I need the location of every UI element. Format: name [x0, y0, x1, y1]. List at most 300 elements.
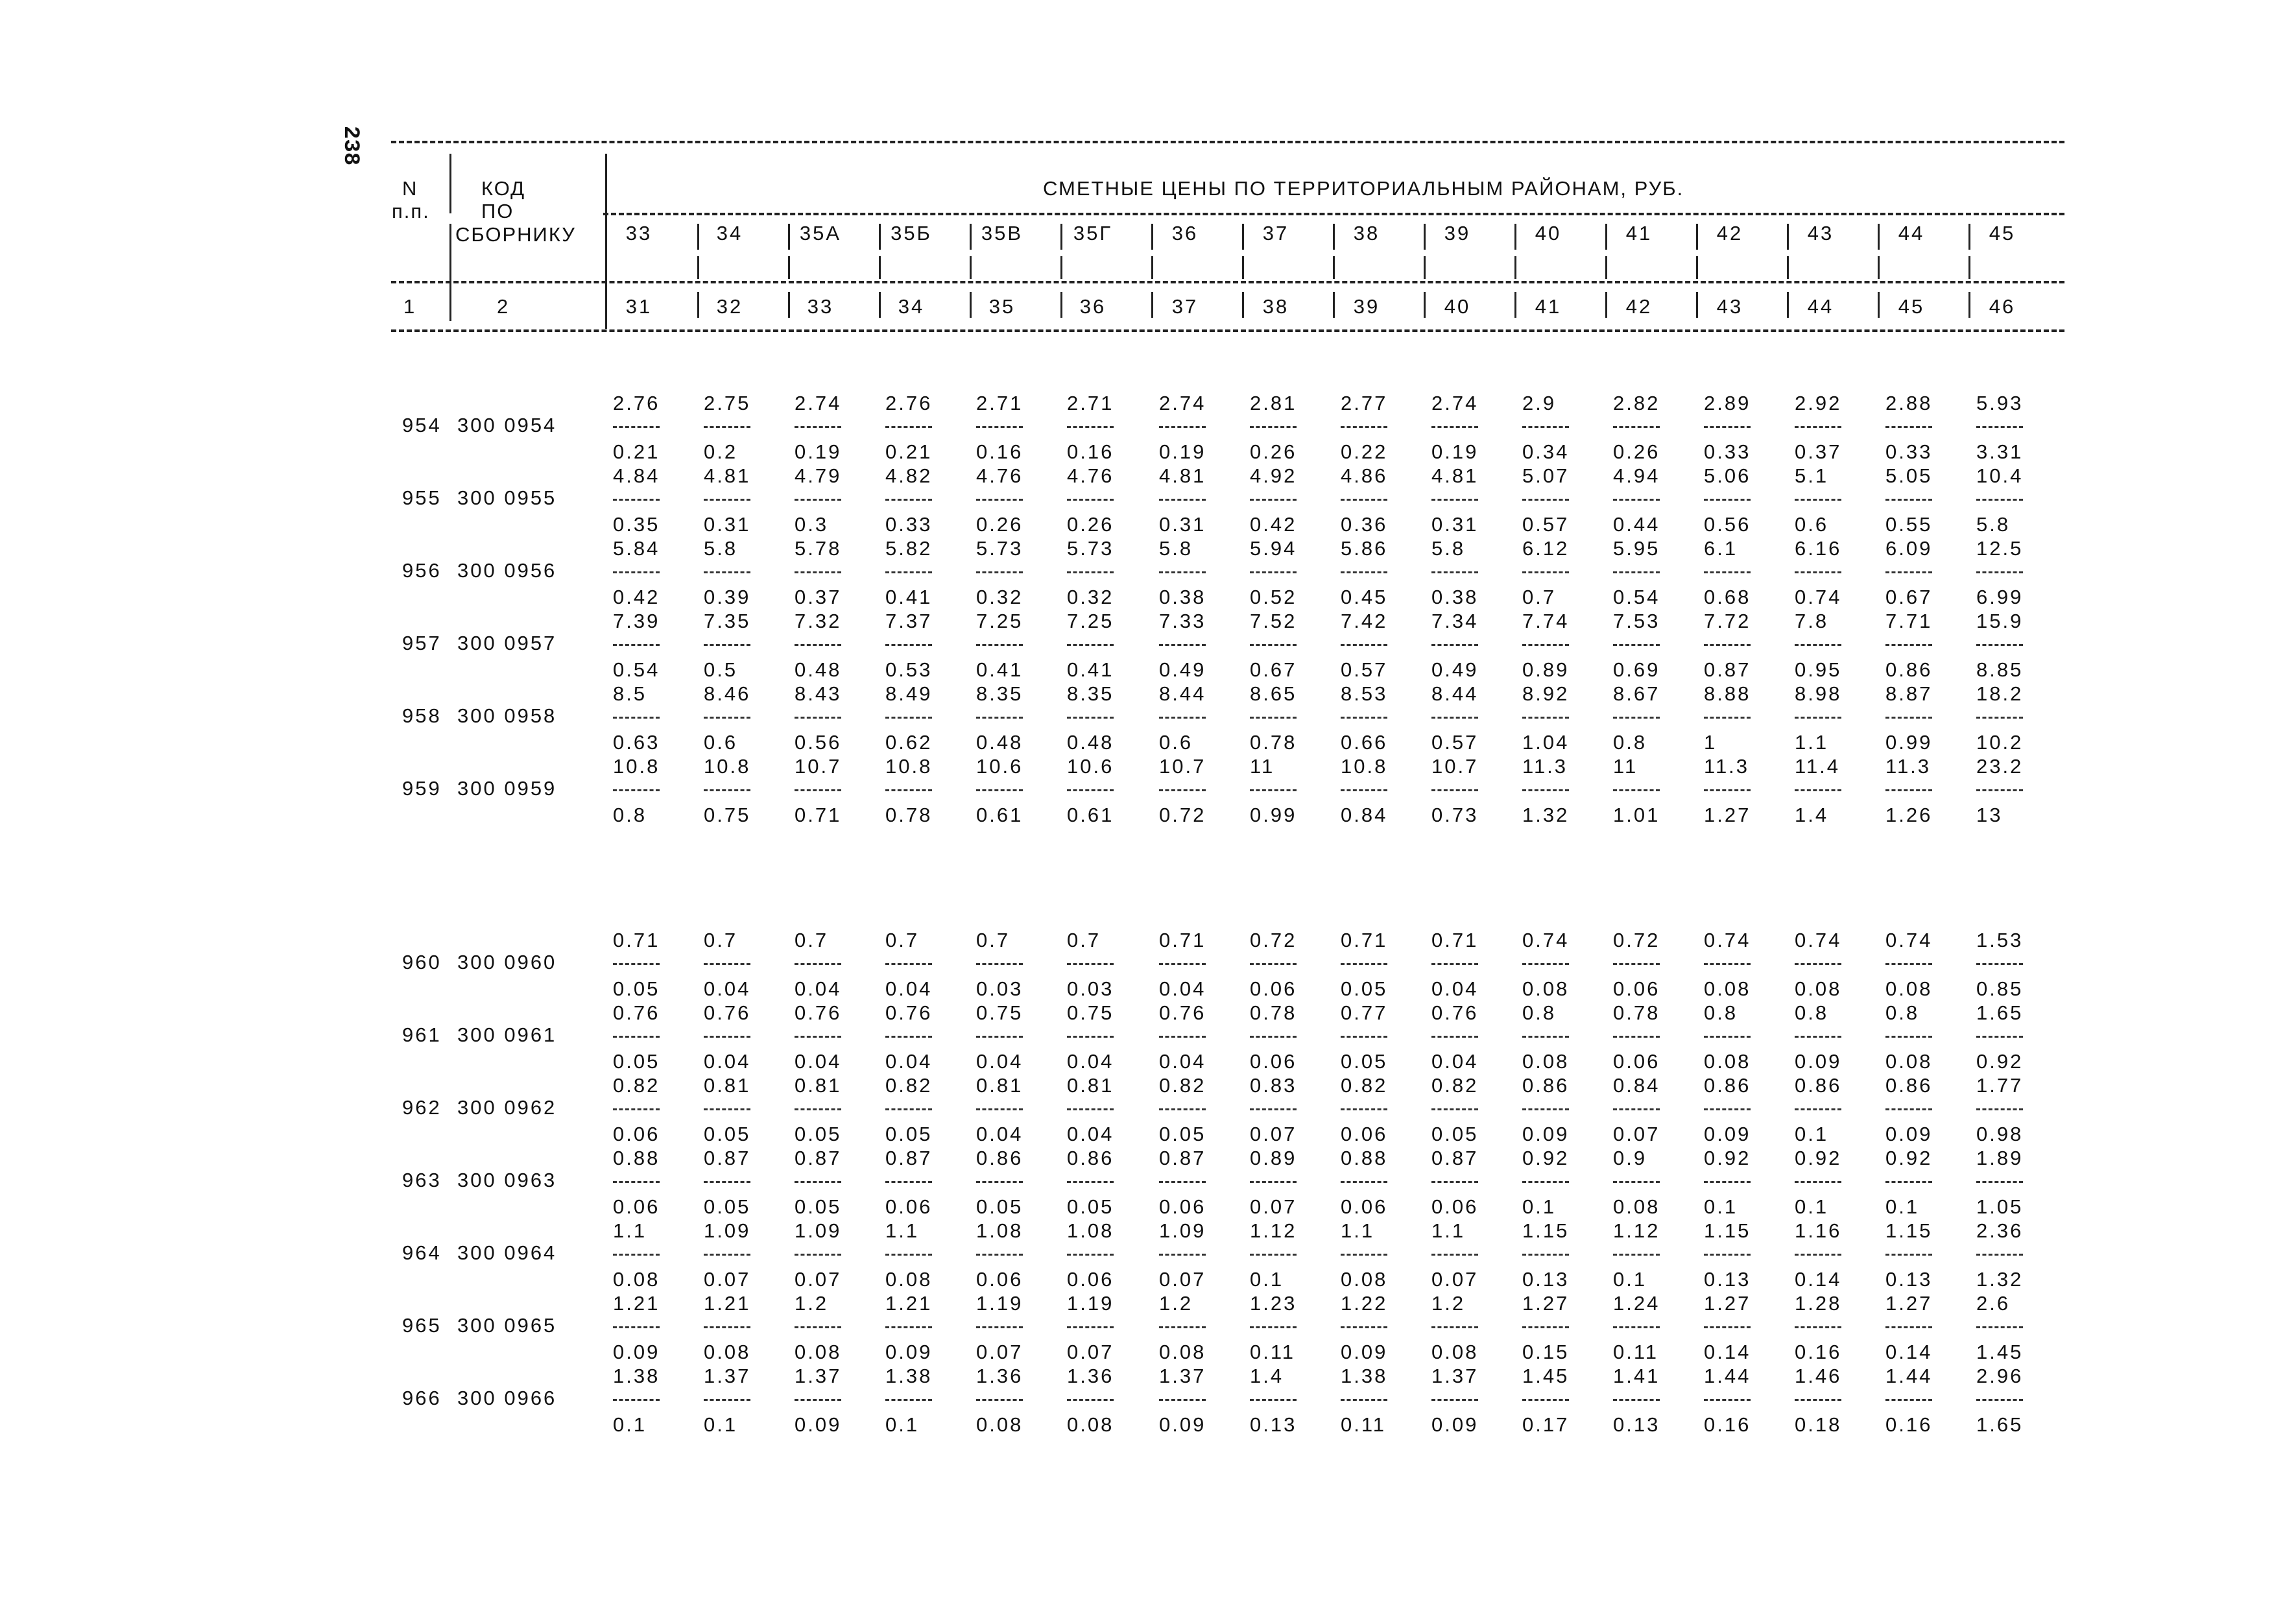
index-value: 0.42: [613, 586, 660, 608]
row-code: 300 0955: [457, 486, 557, 509]
index-value: 0.06: [1067, 1268, 1114, 1291]
price-value: 1.65: [1976, 1001, 2024, 1024]
index-value: 0.71: [795, 804, 842, 826]
fraction-line: [1976, 644, 2023, 646]
index-value: 0.99: [1250, 804, 1297, 826]
index-value: 0.1: [1795, 1195, 1829, 1218]
price-value: 2.74: [795, 392, 842, 414]
index-value: 0.54: [613, 658, 660, 681]
fraction-line: [1976, 1036, 2023, 1038]
index-value: 0.37: [795, 586, 842, 608]
index-value: 1.27: [1704, 804, 1751, 826]
fraction-line: [1976, 571, 2023, 573]
index-value: 0.57: [1522, 513, 1570, 536]
price-value: 1.09: [795, 1219, 842, 1242]
price-value: 0.75: [976, 1001, 1023, 1024]
index-value: 0.13: [1704, 1268, 1751, 1291]
fraction-line: [1976, 499, 2023, 501]
index-value: 0.05: [613, 977, 660, 1000]
fraction-line: [1704, 499, 1751, 501]
price-value: 0.92: [1704, 1147, 1751, 1169]
index-value: 0.87: [1704, 658, 1751, 681]
price-value: 10.7: [795, 755, 842, 778]
column-separator: [1696, 292, 1698, 318]
index-value: 0.03: [1067, 977, 1114, 1000]
price-value: 23.2: [1976, 755, 2024, 778]
district-header: 35Б: [891, 222, 932, 245]
fraction-line: [1522, 717, 1569, 719]
fraction-line: [1067, 1254, 1114, 1256]
price-value: 7.72: [1704, 610, 1751, 632]
price-value: 0.8: [1704, 1001, 1738, 1024]
price-value: 8.98: [1795, 682, 1842, 705]
index-value: 0.26: [1067, 513, 1114, 536]
header-separator: [449, 154, 451, 213]
index-value: 0.33: [1704, 440, 1751, 463]
index-value: 0.15: [1522, 1341, 1570, 1363]
index-value: 0.49: [1159, 658, 1206, 681]
fraction-line: [1613, 571, 1660, 573]
fraction-line: [1250, 1399, 1297, 1401]
fraction-line: [613, 1181, 660, 1183]
index-value: 0.7: [1522, 586, 1557, 608]
price-value: 7.35: [704, 610, 751, 632]
fraction-line: [1159, 1326, 1206, 1328]
price-value: 1.38: [613, 1365, 660, 1387]
index-value: 0.26: [976, 513, 1023, 536]
index-value: 0.44: [1613, 513, 1660, 536]
index-value: 0.08: [1159, 1341, 1206, 1363]
index-value: 0.66: [1341, 731, 1388, 754]
fraction-line: [1795, 963, 1841, 965]
price-value: 5.94: [1250, 537, 1297, 560]
row-number: 957: [402, 632, 442, 654]
price-value: 1.09: [704, 1219, 751, 1242]
index-value: 0.05: [704, 1195, 751, 1218]
fraction-line: [976, 499, 1023, 501]
price-value: 7.42: [1341, 610, 1388, 632]
index-value: 0.08: [1067, 1413, 1114, 1436]
price-value: 0.86: [976, 1147, 1023, 1169]
index-value: 0.56: [795, 731, 842, 754]
fraction-line: [1341, 571, 1387, 573]
index-value: 0.06: [885, 1195, 933, 1218]
fraction-line: [1885, 571, 1932, 573]
price-value: 0.76: [613, 1001, 660, 1024]
row-number: 955: [402, 486, 442, 509]
fraction-line: [1613, 1254, 1660, 1256]
fraction-line: [1885, 1108, 1932, 1110]
fraction-line: [1613, 963, 1660, 965]
row-number: 958: [402, 704, 442, 727]
fraction-line: [1341, 1108, 1387, 1110]
price-value: 0.87: [795, 1147, 842, 1169]
price-value: 0.7: [976, 929, 1011, 951]
index-value: 0.86: [1885, 658, 1933, 681]
fraction-line: [1613, 1326, 1660, 1328]
header-top-rule: [391, 141, 2064, 143]
index-value: 0.05: [795, 1123, 842, 1145]
price-value: 1.08: [1067, 1219, 1114, 1242]
price-value: 0.81: [976, 1074, 1023, 1097]
index-value: 0.52: [1250, 586, 1297, 608]
index-value: 0.35: [613, 513, 660, 536]
fraction-line: [795, 1108, 841, 1110]
price-value: 11: [1613, 755, 1638, 778]
index-value: 0.08: [795, 1341, 842, 1363]
fraction-line: [613, 1108, 660, 1110]
column-number: 39: [1353, 295, 1380, 318]
index-value: 0.09: [1341, 1341, 1388, 1363]
fraction-line: [1795, 1326, 1841, 1328]
column-number: 46: [1989, 295, 2016, 318]
price-value: 0.82: [1341, 1074, 1388, 1097]
price-value: 8.43: [795, 682, 842, 705]
index-value: 0.89: [1522, 658, 1570, 681]
fraction-line: [1250, 1036, 1297, 1038]
price-value: 2.96: [1976, 1365, 2024, 1387]
index-value: 3.31: [1976, 440, 2024, 463]
column-separator: [1514, 256, 1516, 279]
index-value: 0.09: [1704, 1123, 1751, 1145]
price-value: 0.88: [613, 1147, 660, 1169]
price-value: 4.92: [1250, 464, 1297, 487]
index-value: 0.1: [613, 1413, 647, 1436]
price-value: 1.15: [1522, 1219, 1570, 1242]
price-value: 4.84: [613, 464, 660, 487]
index-value: 0.05: [1341, 977, 1388, 1000]
column-separator: [1151, 224, 1153, 250]
row-number: 959: [402, 777, 442, 800]
column-separator: [879, 292, 881, 318]
index-value: 0.48: [795, 658, 842, 681]
price-value: 1.4: [1250, 1365, 1284, 1387]
price-value: 1.37: [1159, 1365, 1206, 1387]
price-value: 2.92: [1795, 392, 1842, 414]
index-value: 0.68: [1704, 586, 1751, 608]
index-second: 2: [497, 295, 510, 318]
index-value: 0.08: [1704, 977, 1751, 1000]
price-value: 0.82: [613, 1074, 660, 1097]
price-value: 4.81: [1431, 464, 1479, 487]
fraction-line: [1704, 717, 1751, 719]
district-header: 37: [1262, 222, 1289, 245]
column-number: 41: [1535, 295, 1562, 318]
fraction-line: [1431, 571, 1478, 573]
column-number: 38: [1262, 295, 1289, 318]
index-value: 0.08: [1885, 977, 1933, 1000]
column-separator: [1424, 224, 1426, 250]
fraction-line: [1522, 1399, 1569, 1401]
fraction-line: [1341, 717, 1387, 719]
price-value: 7.33: [1159, 610, 1206, 632]
fraction-line: [613, 963, 660, 965]
index-value: 0.07: [1250, 1123, 1297, 1145]
price-value: 1.23: [1250, 1292, 1297, 1315]
index-value: 13: [1976, 804, 2003, 826]
index-value: 0.32: [1067, 586, 1114, 608]
price-value: 1.1: [613, 1219, 647, 1242]
price-value: 0.76: [795, 1001, 842, 1024]
fraction-line: [1431, 644, 1478, 646]
price-value: 1.37: [1431, 1365, 1479, 1387]
index-value: 0.13: [1613, 1413, 1660, 1436]
index-value: 0.04: [704, 1050, 751, 1073]
index-value: 0.45: [1341, 586, 1388, 608]
index-value: 0.18: [1795, 1413, 1842, 1436]
index-value: 0.19: [1431, 440, 1479, 463]
row-number: 956: [402, 559, 442, 582]
index-value: 0.05: [885, 1123, 933, 1145]
fraction-line: [1522, 1326, 1569, 1328]
price-value: 8.49: [885, 682, 933, 705]
index-value: 0.09: [795, 1413, 842, 1436]
price-value: 2.88: [1885, 392, 1933, 414]
column-number: 44: [1807, 295, 1834, 318]
price-value: 10.8: [1341, 755, 1388, 778]
index-value: 0.36: [1341, 513, 1388, 536]
column-separator: [879, 224, 881, 250]
row-number: 965: [402, 1314, 442, 1337]
index-value: 0.69: [1613, 658, 1660, 681]
index-value: 0.03: [976, 977, 1023, 1000]
district-header: 39: [1444, 222, 1471, 245]
price-value: 1.15: [1885, 1219, 1933, 1242]
price-value: 1.53: [1976, 929, 2024, 951]
fraction-line: [1976, 717, 2023, 719]
index-value: 0.09: [1795, 1050, 1842, 1073]
fraction-line: [1250, 426, 1297, 428]
price-value: 0.92: [1795, 1147, 1842, 1169]
page-number: 238: [338, 126, 363, 166]
price-value: 0.86: [1885, 1074, 1933, 1097]
price-value: 2.82: [1613, 392, 1660, 414]
row-code: 300 0956: [457, 559, 557, 582]
price-value: 5.73: [976, 537, 1023, 560]
fraction-line: [1522, 644, 1569, 646]
fraction-line: [1341, 499, 1387, 501]
index-value: 0.08: [1522, 1050, 1570, 1073]
price-value: 10.7: [1431, 755, 1479, 778]
price-value: 0.86: [1704, 1074, 1751, 1097]
fraction-line: [885, 644, 932, 646]
fraction-line: [976, 426, 1023, 428]
district-header: 43: [1807, 222, 1834, 245]
price-value: 5.8: [1159, 537, 1193, 560]
fraction-line: [1976, 789, 2023, 791]
price-value: 6.12: [1522, 537, 1570, 560]
price-value: 0.81: [1067, 1074, 1114, 1097]
fraction-line: [1885, 1326, 1932, 1328]
fraction-line: [1250, 1181, 1297, 1183]
price-value: 7.52: [1250, 610, 1297, 632]
index-value: 0.1: [1522, 1195, 1557, 1218]
price-value: 0.82: [1159, 1074, 1206, 1097]
fraction-line: [613, 571, 660, 573]
index-value: 0.07: [1067, 1341, 1114, 1363]
price-value: 0.81: [795, 1074, 842, 1097]
fraction-line: [704, 1181, 750, 1183]
index-value: 0.07: [795, 1268, 842, 1291]
price-value: 5.06: [1704, 464, 1751, 487]
fraction-line: [1067, 1036, 1114, 1038]
row-code: 300 0958: [457, 704, 557, 727]
index-value: 0.78: [1250, 731, 1297, 754]
index-value: 0.04: [795, 1050, 842, 1073]
index-value: 0.32: [976, 586, 1023, 608]
index-value: 0.1: [1613, 1268, 1647, 1291]
fraction-line: [1431, 1326, 1478, 1328]
fraction-line: [795, 789, 841, 791]
fraction-line: [885, 426, 932, 428]
fraction-line: [1341, 1399, 1387, 1401]
column-separator: [788, 224, 790, 250]
fraction-line: [1341, 644, 1387, 646]
price-value: 7.37: [885, 610, 933, 632]
index-value: 0.04: [976, 1123, 1023, 1145]
index-value: 0.04: [1159, 977, 1206, 1000]
fraction-line: [1613, 1108, 1660, 1110]
index-value: 0.08: [1795, 977, 1842, 1000]
district-header: 35Г: [1073, 222, 1113, 245]
column-separator: [697, 224, 699, 250]
column-separator: [1605, 224, 1607, 250]
header-separator: [449, 292, 451, 318]
price-value: 8.44: [1431, 682, 1479, 705]
index-value: 0.16: [1067, 440, 1114, 463]
fraction-line: [1885, 1036, 1932, 1038]
price-value: 0.71: [1431, 929, 1479, 951]
price-value: 10.8: [885, 755, 933, 778]
fraction-line: [795, 1326, 841, 1328]
price-value: 5.84: [613, 537, 660, 560]
index-value: 0.05: [795, 1195, 842, 1218]
index-value: 0.04: [704, 977, 751, 1000]
fraction-line: [1522, 1036, 1569, 1038]
fraction-line: [1704, 571, 1751, 573]
fraction-line: [1250, 1326, 1297, 1328]
row-number: 964: [402, 1241, 442, 1264]
index-value: 0.08: [613, 1268, 660, 1291]
fraction-line: [704, 571, 750, 573]
index-value: 0.57: [1431, 731, 1479, 754]
price-value: 1.2: [1159, 1292, 1193, 1315]
price-value: 2.77: [1341, 392, 1388, 414]
price-value: 1.27: [1522, 1292, 1570, 1315]
index-value: 0.6: [1159, 731, 1193, 754]
fraction-line: [1795, 789, 1841, 791]
price-value: 8.88: [1704, 682, 1751, 705]
price-value: 7.74: [1522, 610, 1570, 632]
price-value: 0.87: [1431, 1147, 1479, 1169]
price-value: 1.1: [1341, 1219, 1375, 1242]
price-value: 1.2: [1431, 1292, 1466, 1315]
price-value: 0.92: [1885, 1147, 1933, 1169]
fraction-line: [976, 1254, 1023, 1256]
price-value: 5.1: [1795, 464, 1829, 487]
index-value: 0.22: [1341, 440, 1388, 463]
column-separator: [1424, 256, 1426, 279]
index-value: 0.31: [1159, 513, 1206, 536]
price-value: 5.05: [1885, 464, 1933, 487]
fraction-line: [613, 426, 660, 428]
index-value: 0.09: [885, 1341, 933, 1363]
column-separator: [697, 292, 699, 318]
index-value: 0.04: [1067, 1050, 1114, 1073]
fraction-line: [1795, 1108, 1841, 1110]
column-separator: [1878, 256, 1880, 279]
price-value: 10.8: [613, 755, 660, 778]
fraction-line: [1067, 499, 1114, 501]
price-value: 1.1: [1431, 1219, 1466, 1242]
fraction-line: [1795, 644, 1841, 646]
row-code: 300 0959: [457, 777, 557, 800]
price-value: 0.82: [885, 1074, 933, 1097]
index-value: 1.1: [1795, 731, 1829, 754]
row-number: 954: [402, 414, 442, 436]
price-value: 5.8: [1431, 537, 1466, 560]
index-value: 0.13: [1885, 1268, 1933, 1291]
row-number: 962: [402, 1096, 442, 1119]
index-value: 0.09: [613, 1341, 660, 1363]
price-value: 1.37: [795, 1365, 842, 1387]
fraction-line: [795, 426, 841, 428]
fraction-line: [1067, 1181, 1114, 1183]
index-value: 0.06: [1250, 977, 1297, 1000]
price-value: 7.34: [1431, 610, 1479, 632]
fraction-line: [1159, 717, 1206, 719]
index-value: 0.38: [1431, 586, 1479, 608]
row-code: 300 0963: [457, 1169, 557, 1191]
price-value: 1.16: [1795, 1219, 1842, 1242]
fraction-line: [1795, 1181, 1841, 1183]
price-value: 8.87: [1885, 682, 1933, 705]
column-separator: [970, 224, 972, 250]
column-separator: [1968, 256, 1970, 279]
column-separator: [1333, 292, 1335, 318]
fraction-line: [795, 1254, 841, 1256]
price-value: 1.24: [1613, 1292, 1660, 1315]
fraction-line: [795, 499, 841, 501]
index-value: 0.19: [1159, 440, 1206, 463]
fraction-line: [1431, 1108, 1478, 1110]
price-value: 11.3: [1704, 755, 1750, 778]
fraction-line: [704, 1399, 750, 1401]
fraction-line: [976, 1326, 1023, 1328]
fraction-line: [1885, 499, 1932, 501]
price-value: 0.8: [1885, 1001, 1920, 1024]
fraction-line: [1159, 571, 1206, 573]
row-code: 300 0962: [457, 1096, 557, 1119]
price-value: 2.36: [1976, 1219, 2024, 1242]
fraction-line: [976, 571, 1023, 573]
price-value: 11: [1250, 755, 1275, 778]
fraction-line: [613, 789, 660, 791]
fraction-line: [1704, 1108, 1751, 1110]
fraction-line: [1885, 644, 1932, 646]
fraction-line: [976, 1036, 1023, 1038]
index-value: 0.06: [1159, 1195, 1206, 1218]
price-value: 1.19: [976, 1292, 1023, 1315]
price-value: 4.86: [1341, 464, 1388, 487]
index-value: 0.6: [704, 731, 738, 754]
index-value: 0.5: [704, 658, 738, 681]
price-value: 0.75: [1067, 1001, 1114, 1024]
price-value: 1.1: [885, 1219, 920, 1242]
column-separator: [1242, 292, 1244, 318]
fraction-line: [1613, 426, 1660, 428]
index-value: 0.1: [1704, 1195, 1738, 1218]
